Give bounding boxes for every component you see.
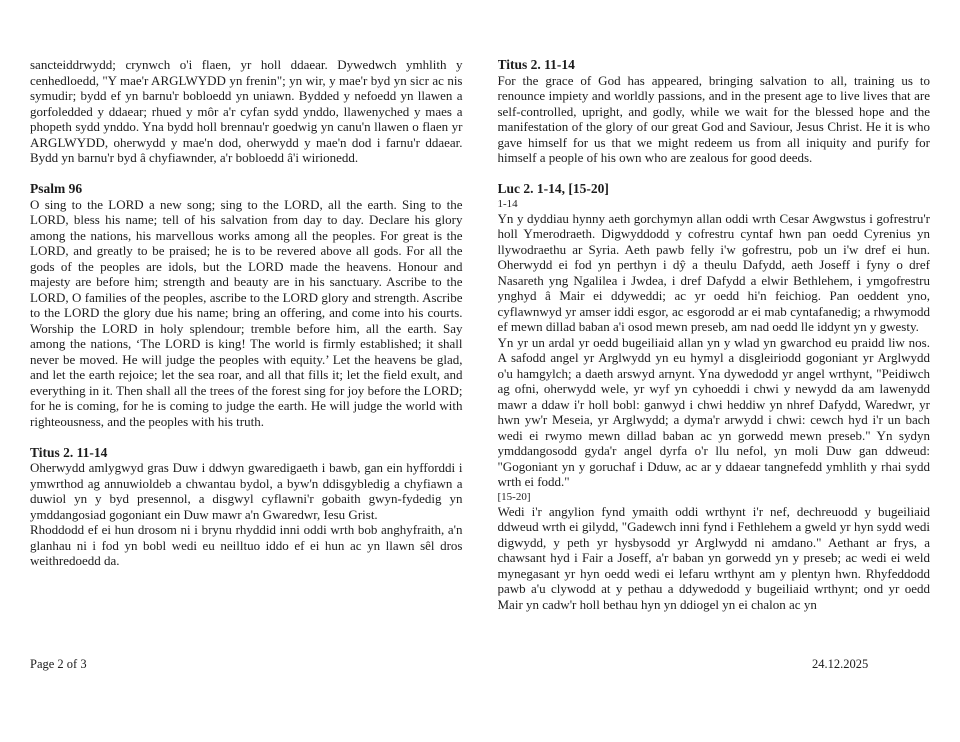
luc-paragraph-3: Wedi i'r angylion fynd ymaith oddi wrthynt i'r nef, dechreuodd y bugeiliaid ddweud wrth ei gilydd, "Gadewch inni fynd i Fethlehem a gweld yr hyn sydd wedi digwydd, y peth yr hysbysodd yr Arglwydd ni amdano." Aethant ar frys, a chawsant hyd i Fair a Joseff, a'r baban yn gorwedd yn y preseb; ac wedi ei weld mynegasant yr hyn oedd wedi ei lefaru wrthynt am y plentyn hwn. Rhyfeddodd pawb a'u clywodd at y pethau a ddywedodd y bugeiliaid wrthynt; ond yr oedd Mair yn cadw'r holl bethau hyn yn ddiogel yn ei chalon ac yn (497, 503, 930, 612)
titus-welsh-paragraph-1: Oherwydd amlygwyd gras Duw i ddwyn gwaredigaeth i bawb, gan ein hyfforddi i ymwrthod ag annuwioldeb a chwantau bydol, a byw'n ddisgybledig a chyfiawn a duwiol yn y byd presennol, a disgwyl cyflawni'r gobaith gwyn-fydedig yn ymddangosiad gogoniant ein Duw mawr a'n Gwaredwr, Iesu Grist. (30, 460, 463, 522)
titus-english-header: Titus 2. 11-14 (497, 57, 575, 72)
luc-paragraph-2: Yn yr un ardal yr oedd bugeiliaid allan yn y wlad yn gwarchod eu praidd liw nos. A safodd angel yr Arglwydd yn eu hymyl a disgleiriodd gogoniant yr Arglwydd o'u hamgylch; a daeth arswyd arnynt. Yna dywedodd yr angel wrthynt, "Peidiwch ag ofni, oherwydd wele, yr wyf yn cyhoeddi i chwi y newydd da am lawenydd mawr a ddaw i'r holl bobl: ganwyd i chwi heddiw yn nhref Dafydd, Waredwr, yr hwn yw'r Meseia, yr Arglwydd; a dyma'r arwydd i chwi: cewch hyd i'r un bach wedi ei rwymo mewn dillad baban ac yn gorwedd mewn preseb." Yn sydyn ymddangosodd gyda'r angel dyrfa o'r llu nefol, yn moli Duw gan ddweud: "Gogoniant yn y goruchaf i Dduw, ac ar y ddaear tangnefedd ymhlith y rhai sydd wrth ei fodd." (497, 334, 930, 489)
luc-header: Luc 2. 1-14, [15-20] (497, 181, 609, 196)
page-number: Page 2 of 3 (30, 657, 87, 671)
right-column (498, 57, 931, 652)
luc-paragraph-1: Yn y dyddiau hynny aeth gorchymyn allan oddi wrth Cesar Awgwstus i gofrestru'r holl Ymerodraeth. Digwyddodd y cofrestru cyntaf hwn pan oedd Cyrenius yn llywodraethu ar Syria. Aeth pawb felly i'w gofrestru, pob un i'w dref ei hun. Oherwydd ei fod yn perthyn i dŷ a theulu Dafydd, aeth Joseff i fyny o dref Nasareth yng Ngalilea i Jwdea, i dref Dafydd a elwir Bethlehem, i ymgofrestru ynghyd â Mair ei ddyweddi; ac yr oedd hi'n feichiog. Pan oeddent yno, cyflawnwyd yr amser iddi esgor, ac esgorodd ar ei mab cyntafanedig; a rhwymodd ef mewn dillad baban a'i osod mewn preseb, am nad oedd lle iddynt yn y gwesty. (497, 210, 930, 334)
titus-english-paragraph: For the grace of God has appeared, bringing salvation to all, training us to renounce impiety and worldly passions, and in the present age to live lives that are self-controlled, upright, and godly, while we wait for the blessed hope and the manifestation of the glory of our great God and Saviour, Jesus Christ. He it is who gave himself for us that we might redeem us from all iniquity and purify for himself a people of his own who are zealous for good deeds. (497, 72, 930, 165)
psalm96-welsh-continuation-paragraph: sancteiddrwydd; crynwch o'i flaen, yr holl ddaear. Dywedwch ymhlith y cenhedloedd, "Y mae'r ARGLWYDD yn frenin"; yn wir, y mae'r byd yn sicr ac nis symudir; bydd ef yn barnu'r bobloedd yn uniawn. Bydded y nefoedd yn llawen a gorfoledded y ddaear; rhued y môr a'r cyfan sydd ynddo, llawenyched y maes a phopeth sydd ynddo. Yna bydd holl brennau'r goedwig yn canu'n llawen o flaen yr ARGLWYDD, oherwydd y mae'n dod, oherwydd y mae'n dod i farnu'r ddaear. Bydd yn barnu'r byd â chyfiawnder, a'r bobloedd â'i wirionedd. (30, 57, 463, 165)
psalm96-header: Psalm 96 (30, 181, 83, 196)
date: 24.12.2025 (812, 657, 869, 671)
psalm96-english-paragraph: O sing to the LORD a new song; sing to the LORD, all the earth. Sing to the LORD, bless his name; tell of his salvation from day to day. Declare his glory among the nations, his marvellous works among all the peoples. For great is the LORD, and greatly to be praised; he is to be revered above all gods. For all the gods of the peoples are idols, but the LORD made the heavens. Honour and majesty are before him; strength and beauty are in his sanctuary. Ascribe to the LORD, O families of the peoples, ascribe to the LORD glory and strength. Ascribe to the LORD the glory due his name; bring an offering, and come into his courts. Worship the LORD in holy splendour; tremble before him, all the earth. Say among the nations, ‘The LORD is king! The world is firmly established; it shall never be moved. He will judge the peoples with equity.’ Let the heavens be glad, and let the earth rejoice; let the sea roar, and all that fills it; let the field exult, and everything in it. Then shall all the trees of the forest sing for joy before the LORD; for he is coming, for he is coming to judge the earth. He will judge the world with righteousness, and the peoples with his truth. (30, 196, 463, 429)
luc-verse-range-1-14: 1-14 (497, 197, 518, 210)
luc-verse-range-15-20: [15-20] (497, 490, 531, 503)
titus-welsh-paragraph-2: Rhoddodd ef ei hun drosom ni i brynu rhyddid inni oddi wrth bob anghyfraith, a'n glanhau ni i fod yn bobl wedi eu neilltuo iddo ef ei hun ac yn llawn sêl dros weithredoedd da. (30, 522, 463, 568)
left-column (30, 57, 463, 652)
titus-welsh-header: Titus 2. 11-14 (30, 444, 108, 460)
